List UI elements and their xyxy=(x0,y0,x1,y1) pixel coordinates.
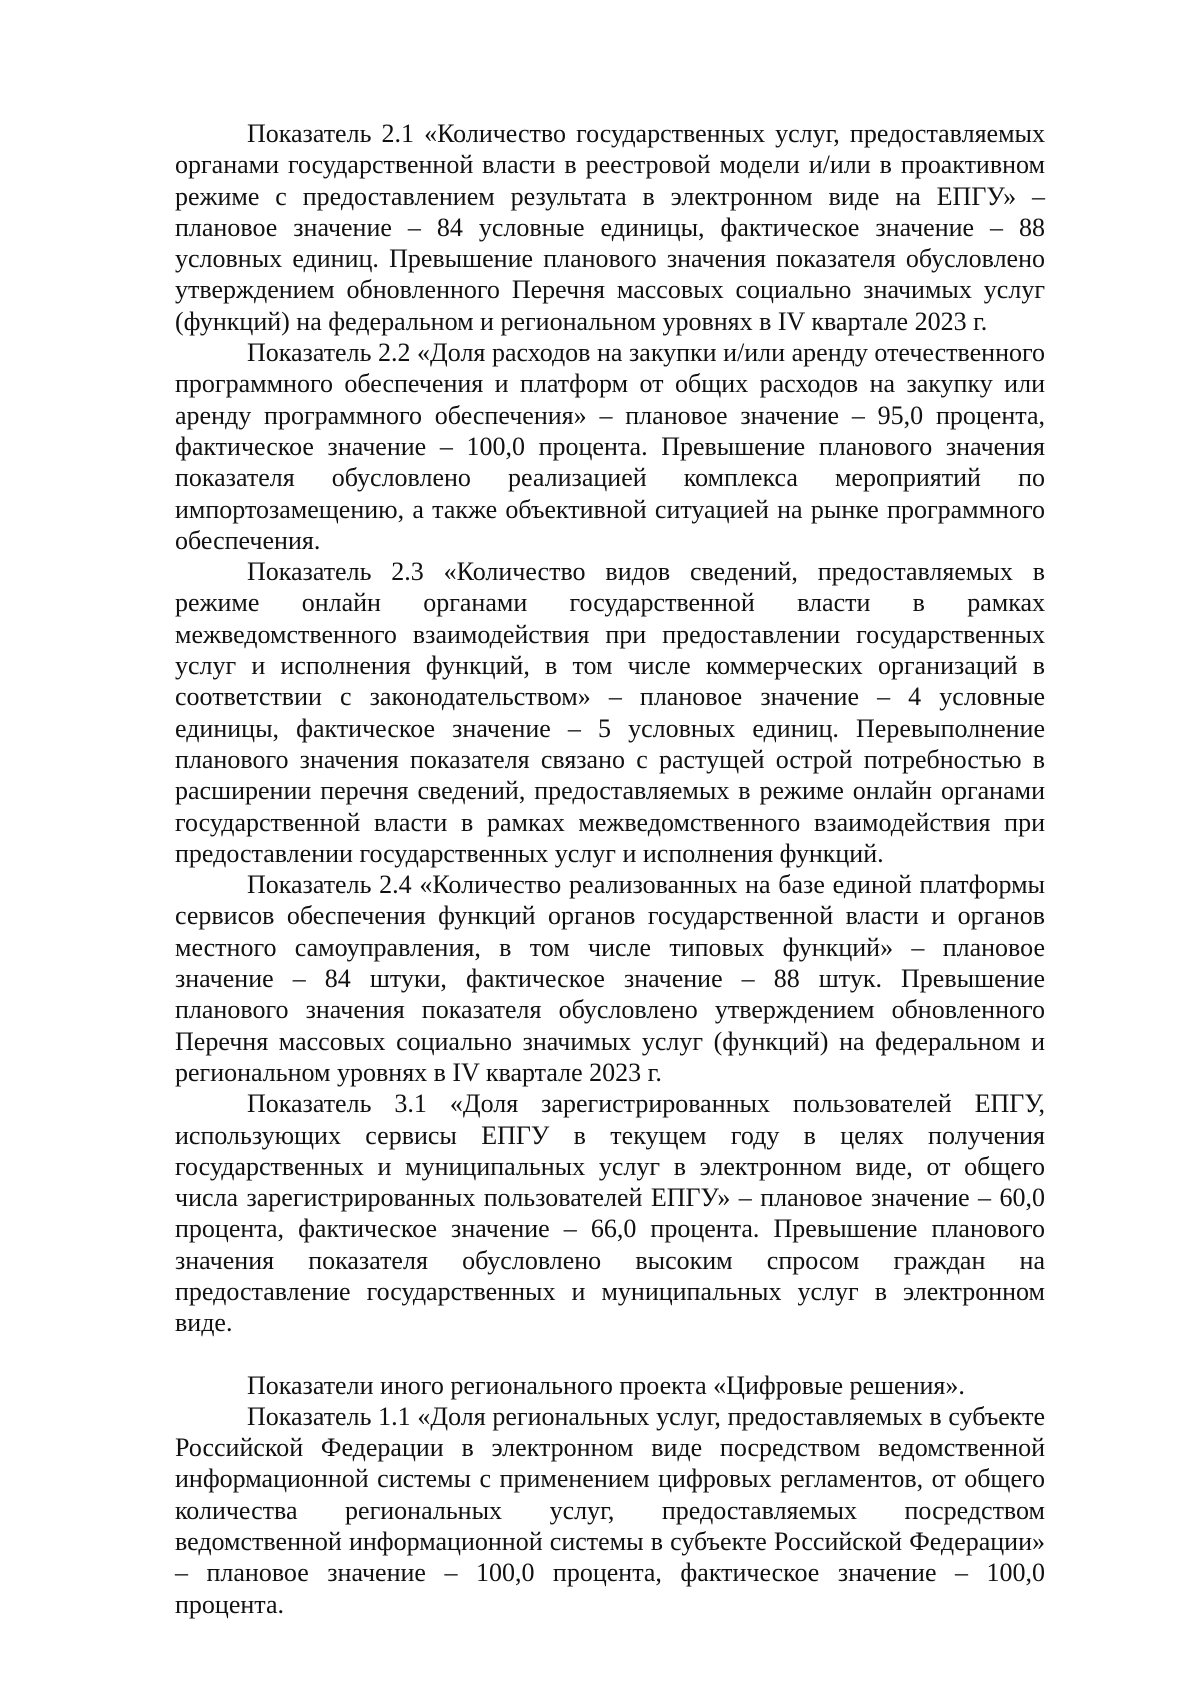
paragraph-indicator-2-4: Показатель 2.4 «Количество реализованных на базе единой платформы сервисов обеспечения функций органов государственной власти и органов местного самоуправления, в том числе типовых функций» – плановое значение – 84 штуки, фактическое значение – 88 штук. Превышение планового значения показателя обусловлено утверждением обновленного Перечня массовых социально значимых услуг (функций) на федеральном и региональном уровнях в IV квартале 2023 г. xyxy=(175,870,1045,1087)
paragraph-indicator-1-1: Показатель 1.1 «Доля региональных услуг, предоставляемых в субъекте Российской Федерации в электронном виде посредством ведомственной информационной системы с применением цифровых регламентов, от общего количества региональных услуг, предоставляемых посредством ведомственной информационной системы в субъекте Российской Федерации» – плановое значение – 100,0 процента, фактическое значение – 100,0 процента. xyxy=(175,1401,1045,1619)
section-heading: Показатели иного регионального проекта «Цифровые решения». xyxy=(247,1370,965,1400)
paragraph-indicator-2-2: Показатель 2.2 «Доля расходов на закупки и/или аренду отечественного программного обеспечения и платформ от общих расходов на закупку или аренду программного обеспечения» – плановое значение – 95,0 процента, фактическое значение – 100,0 процента. Превышение планового значения показателя обусловлено реализацией комплекса мероприятий по импортозамещению, а также объективной ситуацией на рынке программного обеспечения. xyxy=(175,338,1045,555)
paragraph-indicator-3-1: Показатель 3.1 «Доля зарегистрированных пользователей ЕПГУ, использующих сервисы ЕПГУ в текущем году в целях получения государственных и муниципальных услуг в электронном виде, от общего числа зарегистрированных пользователей ЕПГУ» – плановое значение – 60,0 процента, фактическое значение – 66,0 процента. Превышение планового значения показателя обусловлено высоким спросом граждан на предоставление государственных и муниципальных услуг в электронном виде. xyxy=(175,1089,1045,1338)
paragraph-indicator-2-3: Показатель 2.3 «Количество видов сведений, предоставляемых в режиме онлайн органами государственной власти в рамках межведомственного взаимодействия при предоставлении государственных услуг и исполнения функций, в том числе коммерческих организаций в соответствии с законодательством» – плановое значение – 4 условные единицы, фактическое значение – 5 условных единиц. Перевыполнение планового значения показателя связано с растущей острой потребностью в расширении перечня сведений, предоставляемых в режиме онлайн органами государственной власти в рамках межведомственного взаимодействия при предоставлении государственных услуг и исполнения функций. xyxy=(175,557,1045,868)
blank-line xyxy=(175,1339,1045,1370)
document-body xyxy=(175,118,1045,1620)
paragraph-indicator-2-1: Показатель 2.1 «Количество государственных услуг, предоставляемых органами государственной власти в реестровой модели и/или в проактивном режиме с предоставлением результата в электронном виде на ЕПГУ» – плановое значение – 84 условные единицы, фактическое значение – 88 условных единиц. Превышение планового значения показателя обусловлено утверждением обновленного Перечня массовых социально значимых услуг (функций) на федеральном и региональном уровнях в IV квартале 2023 г. xyxy=(175,119,1045,336)
